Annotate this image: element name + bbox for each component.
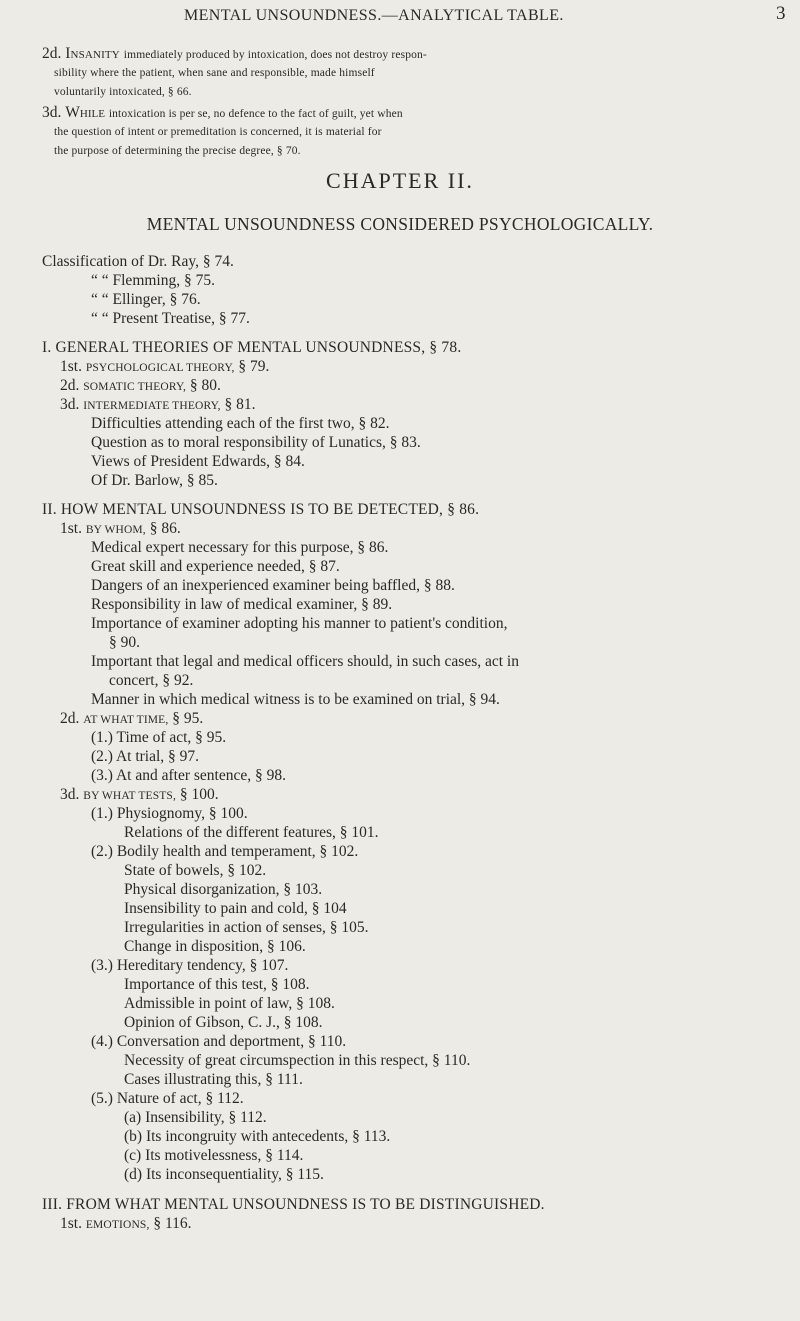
test-line: Cases illustrating this, § 111. bbox=[124, 1071, 303, 1088]
test-line: (2.) Bodily health and temperament, § 102. bbox=[91, 843, 359, 860]
section-2-time-item-2: (2.) At trial, § 97. bbox=[91, 748, 200, 765]
section-2-time-item-3: (3.) At and after sentence, § 98. bbox=[91, 767, 286, 784]
section-3-emotions: 1st. EMOTIONS, § 116. bbox=[60, 1215, 192, 1232]
section-2-heading: II. HOW MENTAL UNSOUNDNESS IS TO BE DETECTED, § 86. bbox=[42, 501, 480, 518]
intro-paragraph-3-line-3: the purpose of determining the precise degree, § 70. bbox=[54, 145, 301, 157]
caps-text: intoxication is per se, no defence to the fact of guilt, yet when bbox=[108, 108, 403, 120]
test-line: Opinion of Gibson, C. J., § 108. bbox=[124, 1014, 323, 1031]
section-2-by-whom-item-6-cont: concert, § 92. bbox=[109, 672, 194, 689]
section-3-heading: III. FROM WHAT MENTAL UNSOUNDNESS IS TO BE DISTINGUISHED. bbox=[42, 1196, 545, 1213]
test-line: State of bowels, § 102. bbox=[124, 862, 267, 879]
intro-paragraph-3-line-1 bbox=[42, 104, 403, 123]
section-2-by-whom-item-4: Responsibility in law of medical examiner, § 89. bbox=[91, 596, 393, 613]
section-1-item-2: 2d. SOMATIC THEORY, § 80. bbox=[60, 377, 221, 394]
section-2-by-whom: 1st. BY WHOM, § 86. bbox=[60, 520, 181, 537]
classification-line-4: “ “ Present Treatise, § 77. bbox=[91, 310, 250, 327]
section-2-by-whom-item-6: Important that legal and medical officers should, in such cases, act in bbox=[91, 653, 519, 670]
test-line: (1.) Physiognomy, § 100. bbox=[91, 805, 248, 822]
intro-paragraph-2-line-1 bbox=[42, 45, 427, 64]
intro-paragraph-2-line-2: sibility where the patient, when sane and responsible, made himself bbox=[54, 67, 375, 79]
section-2-by-whom-item-2: Great skill and experience needed, § 87. bbox=[91, 558, 340, 575]
test-line: Physical disorganization, § 103. bbox=[124, 881, 323, 898]
paragraph-number: 3d. bbox=[42, 104, 62, 121]
test-line: Irregularities in action of senses, § 105. bbox=[124, 919, 369, 936]
section-2-by-what-tests: 3d. BY WHAT TESTS, § 100. bbox=[60, 786, 219, 803]
test-line: Importance of this test, § 108. bbox=[124, 976, 310, 993]
test-line: Change in disposition, § 106. bbox=[124, 938, 306, 955]
test-line: Relations of the different features, § 101. bbox=[124, 824, 379, 841]
test-line: (c) Its motivelessness, § 114. bbox=[124, 1147, 304, 1164]
section-1-heading: I. GENERAL THEORIES OF MENTAL UNSOUNDNESS, § 78. bbox=[42, 339, 462, 356]
test-line: (b) Its incongruity with antecedents, § 113. bbox=[124, 1128, 391, 1145]
section-1-subitem-4: Of Dr. Barlow, § 85. bbox=[91, 472, 218, 489]
section-2-at-what-time: 2d. AT WHAT TIME, § 95. bbox=[60, 710, 204, 727]
section-1-subitem-1: Difficulties attending each of the first two, § 82. bbox=[91, 415, 390, 432]
classification-line-1: Classification of Dr. Ray, § 74. bbox=[42, 253, 234, 270]
section-1-subitem-3: Views of President Edwards, § 84. bbox=[91, 453, 305, 470]
section-2-time-item-1: (1.) Time of act, § 95. bbox=[91, 729, 227, 746]
section-2-by-whom-item-5: Importance of examiner adopting his manner to patient's condition, bbox=[91, 615, 508, 632]
section-1-item-3: 3d. INTERMEDIATE THEORY, § 81. bbox=[60, 396, 256, 413]
section-2-by-whom-item-7: Manner in which medical witness is to be examined on trial, § 94. bbox=[91, 691, 500, 708]
running-title: MENTAL UNSOUNDNESS.—ANALYTICAL TABLE. bbox=[184, 7, 564, 24]
classification-line-3: “ “ Ellinger, § 76. bbox=[91, 291, 201, 308]
test-line: (4.) Conversation and deportment, § 110. bbox=[91, 1033, 347, 1050]
test-line: (a) Insensibility, § 112. bbox=[124, 1109, 267, 1126]
classification-line-2: “ “ Flemming, § 75. bbox=[91, 272, 215, 289]
paragraph-number: 2d. bbox=[42, 45, 62, 62]
chapter-title: MENTAL UNSOUNDNESS CONSIDERED PSYCHOLOGICALLY. bbox=[146, 214, 654, 234]
section-2-by-whom-item-5-cont: § 90. bbox=[109, 634, 140, 651]
section-2-by-whom-item-3: Dangers of an inexperienced examiner being baffled, § 88. bbox=[91, 577, 455, 594]
section-2-by-whom-item-1: Medical expert necessary for this purpose, § 86. bbox=[91, 539, 389, 556]
section-1-item-1: 1st. PSYCHOLOGICAL THEORY, § 79. bbox=[60, 358, 270, 375]
section-1-subitem-2: Question as to moral responsibility of Lunatics, § 83. bbox=[91, 434, 421, 451]
test-line: Necessity of great circumspection in this respect, § 110. bbox=[124, 1052, 471, 1069]
intro-paragraph-2-line-3: voluntarily intoxicated, § 66. bbox=[54, 86, 192, 98]
chapter-number: CHAPTER II. bbox=[326, 168, 474, 193]
lead-word: While bbox=[65, 104, 105, 121]
test-line: Admissible in point of law, § 108. bbox=[124, 995, 335, 1012]
test-line: Insensibility to pain and cold, § 104 bbox=[124, 900, 347, 917]
test-line: (3.) Hereditary tendency, § 107. bbox=[91, 957, 289, 974]
test-line: (5.) Nature of act, § 112. bbox=[91, 1090, 244, 1107]
test-line: (d) Its inconsequentiality, § 115. bbox=[124, 1166, 324, 1183]
intro-paragraph-3-line-2: the question of intent or premeditation is concerned, it is material for bbox=[54, 126, 382, 138]
page-number: 3 bbox=[776, 3, 786, 24]
lead-word: Insanity bbox=[65, 45, 120, 62]
caps-text: immediately produced by intoxication, does not destroy respon- bbox=[123, 49, 427, 61]
